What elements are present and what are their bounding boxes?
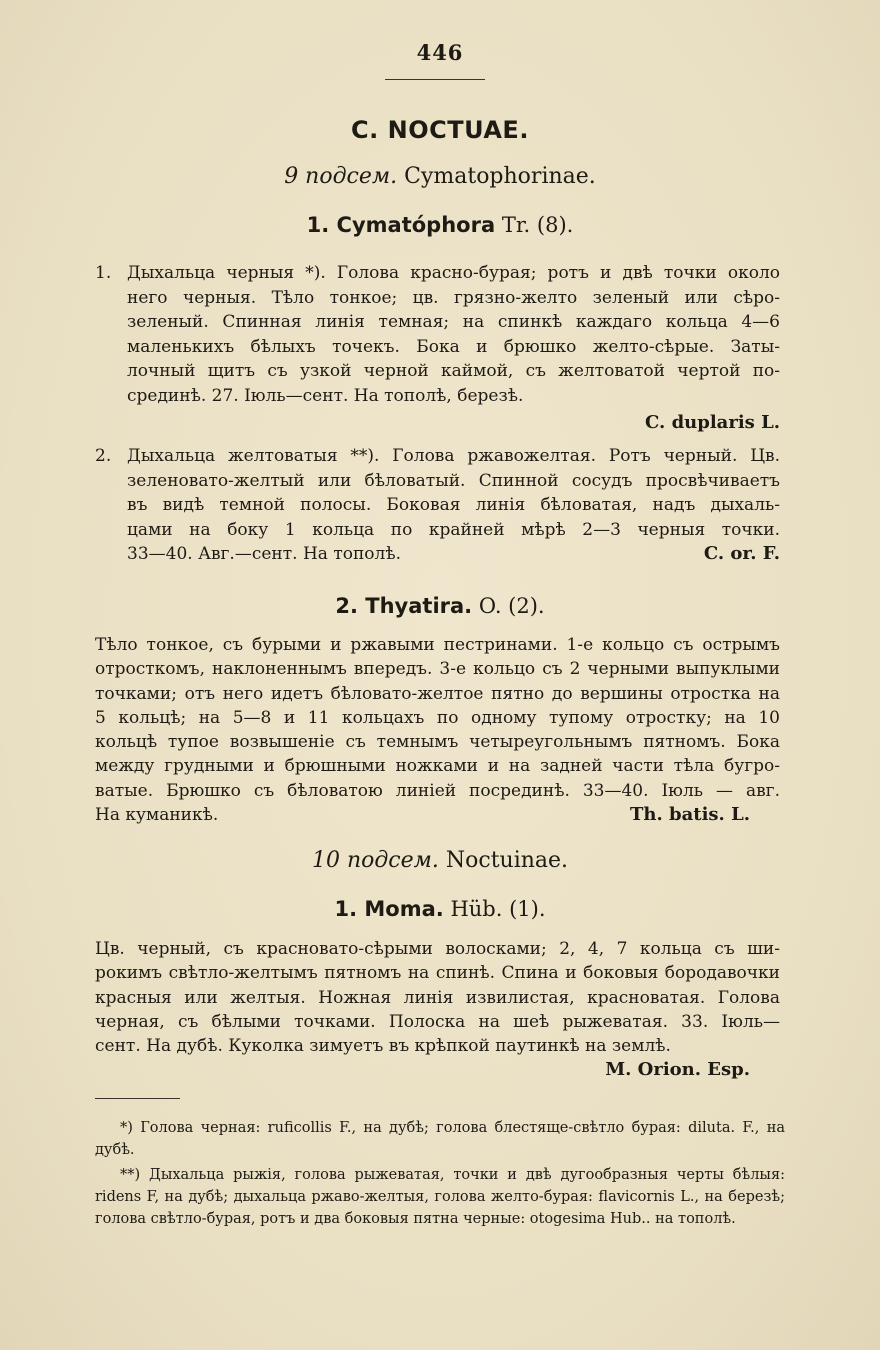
text-line: точками; отъ него идетъ бѣловато-желтое пятно до вершины отростка на (95, 683, 780, 704)
text-line: въ видѣ темной полосы. Боковая линія бѣловатая, надъ дыхаль- (127, 495, 780, 516)
text-line-with-species (127, 542, 780, 567)
genus-authority: O. (2). (478, 594, 545, 618)
text-line: сент. На дубѣ. Куколка зимуетъ въ крѣпкой паутинкѣ на землѣ. (95, 1036, 671, 1057)
genus-name: 1. Moma. (334, 897, 444, 921)
species-name: Th. batis. L. (629, 804, 750, 826)
key-item-2 (95, 444, 780, 567)
subfamily-prefix: 10 подсем. (311, 848, 439, 873)
header-rule (385, 79, 485, 80)
footnote-2: **) Дыхальца рыжія, голова рыжеватая, точки и двѣ дугообразныя черты бѣлыя: ridens F, на дубѣ; дыхальца ржаво-желтыя, голова желто-бурая: flavicornis L., на березѣ; голова свѣтло-бурая, ротъ и два боковыя пятна черные: otogesima Hub.. на тополѣ. (95, 1167, 785, 1227)
species-name: M. Orion. Esp. (605, 1059, 750, 1081)
genus-heading-moma (0, 897, 880, 921)
genus-heading-thyatira (0, 594, 880, 618)
genus-authority: Hüb. (1). (450, 897, 546, 921)
text-line: между грудными и брюшными ножками и на задней части тѣла бугро- (95, 756, 780, 777)
text-line: рокимъ свѣтло-желтымъ пятномъ на спинѣ. Спина и боковыя бородавочки (95, 963, 780, 984)
item-number: 2. (95, 446, 112, 466)
item-text (127, 261, 780, 435)
text-line: красныя или желтыя. Ножная линія извилистая, красноватая. Голова (95, 987, 780, 1008)
species-name: C. duplaris L. (645, 411, 780, 433)
footnote-1: *) Голова черная: ruficollis F., на дубѣ; голова блестяще-свѣтло бурая: diluta. F., на дубѣ. (95, 1120, 785, 1158)
text-line: маленькихъ бѣлыхъ точекъ. Бока и брюшко желто-сѣрые. Заты- (127, 336, 780, 357)
text-line: Дыхальца желтоватыя **). Голова ржавожелтая. Ротъ черный. Цв. (127, 446, 780, 466)
subfamily-heading-9 (0, 164, 880, 189)
text-line: зеленовато-желтый или бѣловатый. Спинной сосудъ просвѣчиваетъ (127, 470, 780, 491)
subfamily-heading-10 (0, 848, 880, 873)
genus-name: 2. Thyatira. (335, 594, 473, 618)
text-line: ватые. Брюшко съ бѣловатою линіей посрединѣ. 33—40. Іюль — авг. (95, 780, 780, 801)
text-line: кольцѣ тупое возвышеніе съ темнымъ четыреугольнымъ пятномъ. Бока (95, 732, 780, 753)
text-line: 5 кольцѣ; на 5—8 и 11 кольцахъ по одному тупому отростку; на 10 (95, 707, 780, 728)
subfamily-prefix: 9 подсем. (284, 164, 398, 189)
footnotes (95, 1117, 785, 1230)
section-title: C. NOCTUAE. (351, 116, 529, 144)
text-line: На куманикѣ. (95, 805, 219, 826)
text-line: отросткомъ, наклоненнымъ впередъ. 3-е кольцо съ 2 черными выпуклыми (95, 659, 780, 680)
text-line: черная, съ бѣлыми точками. Полоска на шеѣ рыжеватая. 33. Іюль— (95, 1011, 780, 1032)
footnote-rule (95, 1098, 180, 1099)
text-line: него черныя. Тѣло тонкое; цв. грязно-желто зеленый или сѣро- (127, 287, 780, 308)
text-line: лочный щитъ съ узкой черной каймой, съ желтоватой чертой по- (127, 361, 780, 382)
subfamily-name: Noctuinae. (445, 848, 569, 873)
text-line: 33—40. Авг.—сент. На тополѣ. (127, 544, 401, 565)
thyatira-description (95, 633, 780, 827)
item-number: 1. (95, 263, 112, 283)
genus-heading-cymatophora (0, 213, 880, 237)
text-line: зеленый. Спинная линія темная; на спинкѣ каждаго кольца 4—6 (127, 312, 780, 333)
species-name: C. or. F. (703, 543, 780, 565)
genus-authority: Tr. (8). (501, 213, 574, 237)
text-line-with-species (95, 803, 780, 827)
key-item-1 (95, 261, 780, 435)
item-text (127, 444, 780, 567)
text-line: Тѣло тонкое, съ бурыми и ржавыми пестринами. 1-е кольцо съ острымъ (95, 635, 780, 655)
genus-name: 1. Cymatóphora (306, 213, 496, 237)
subfamily-name: Cymatophorinae. (404, 164, 596, 189)
text-line: Дыхальца черныя *). Голова красно-бурая; ротъ и двѣ точки около (127, 263, 780, 283)
moma-description (95, 937, 780, 1083)
text-line: Цв. черный, съ красновато-сѣрыми волосками; 2, 4, 7 кольца съ ши- (95, 939, 780, 959)
text-line: цами на боку 1 кольца по крайней мѣрѣ 2—3 черныя точки. (127, 519, 780, 540)
text-line: срединѣ. 27. Іюль—сент. На тополѣ, березѣ. (127, 385, 524, 406)
page-number: 446 (416, 40, 464, 65)
